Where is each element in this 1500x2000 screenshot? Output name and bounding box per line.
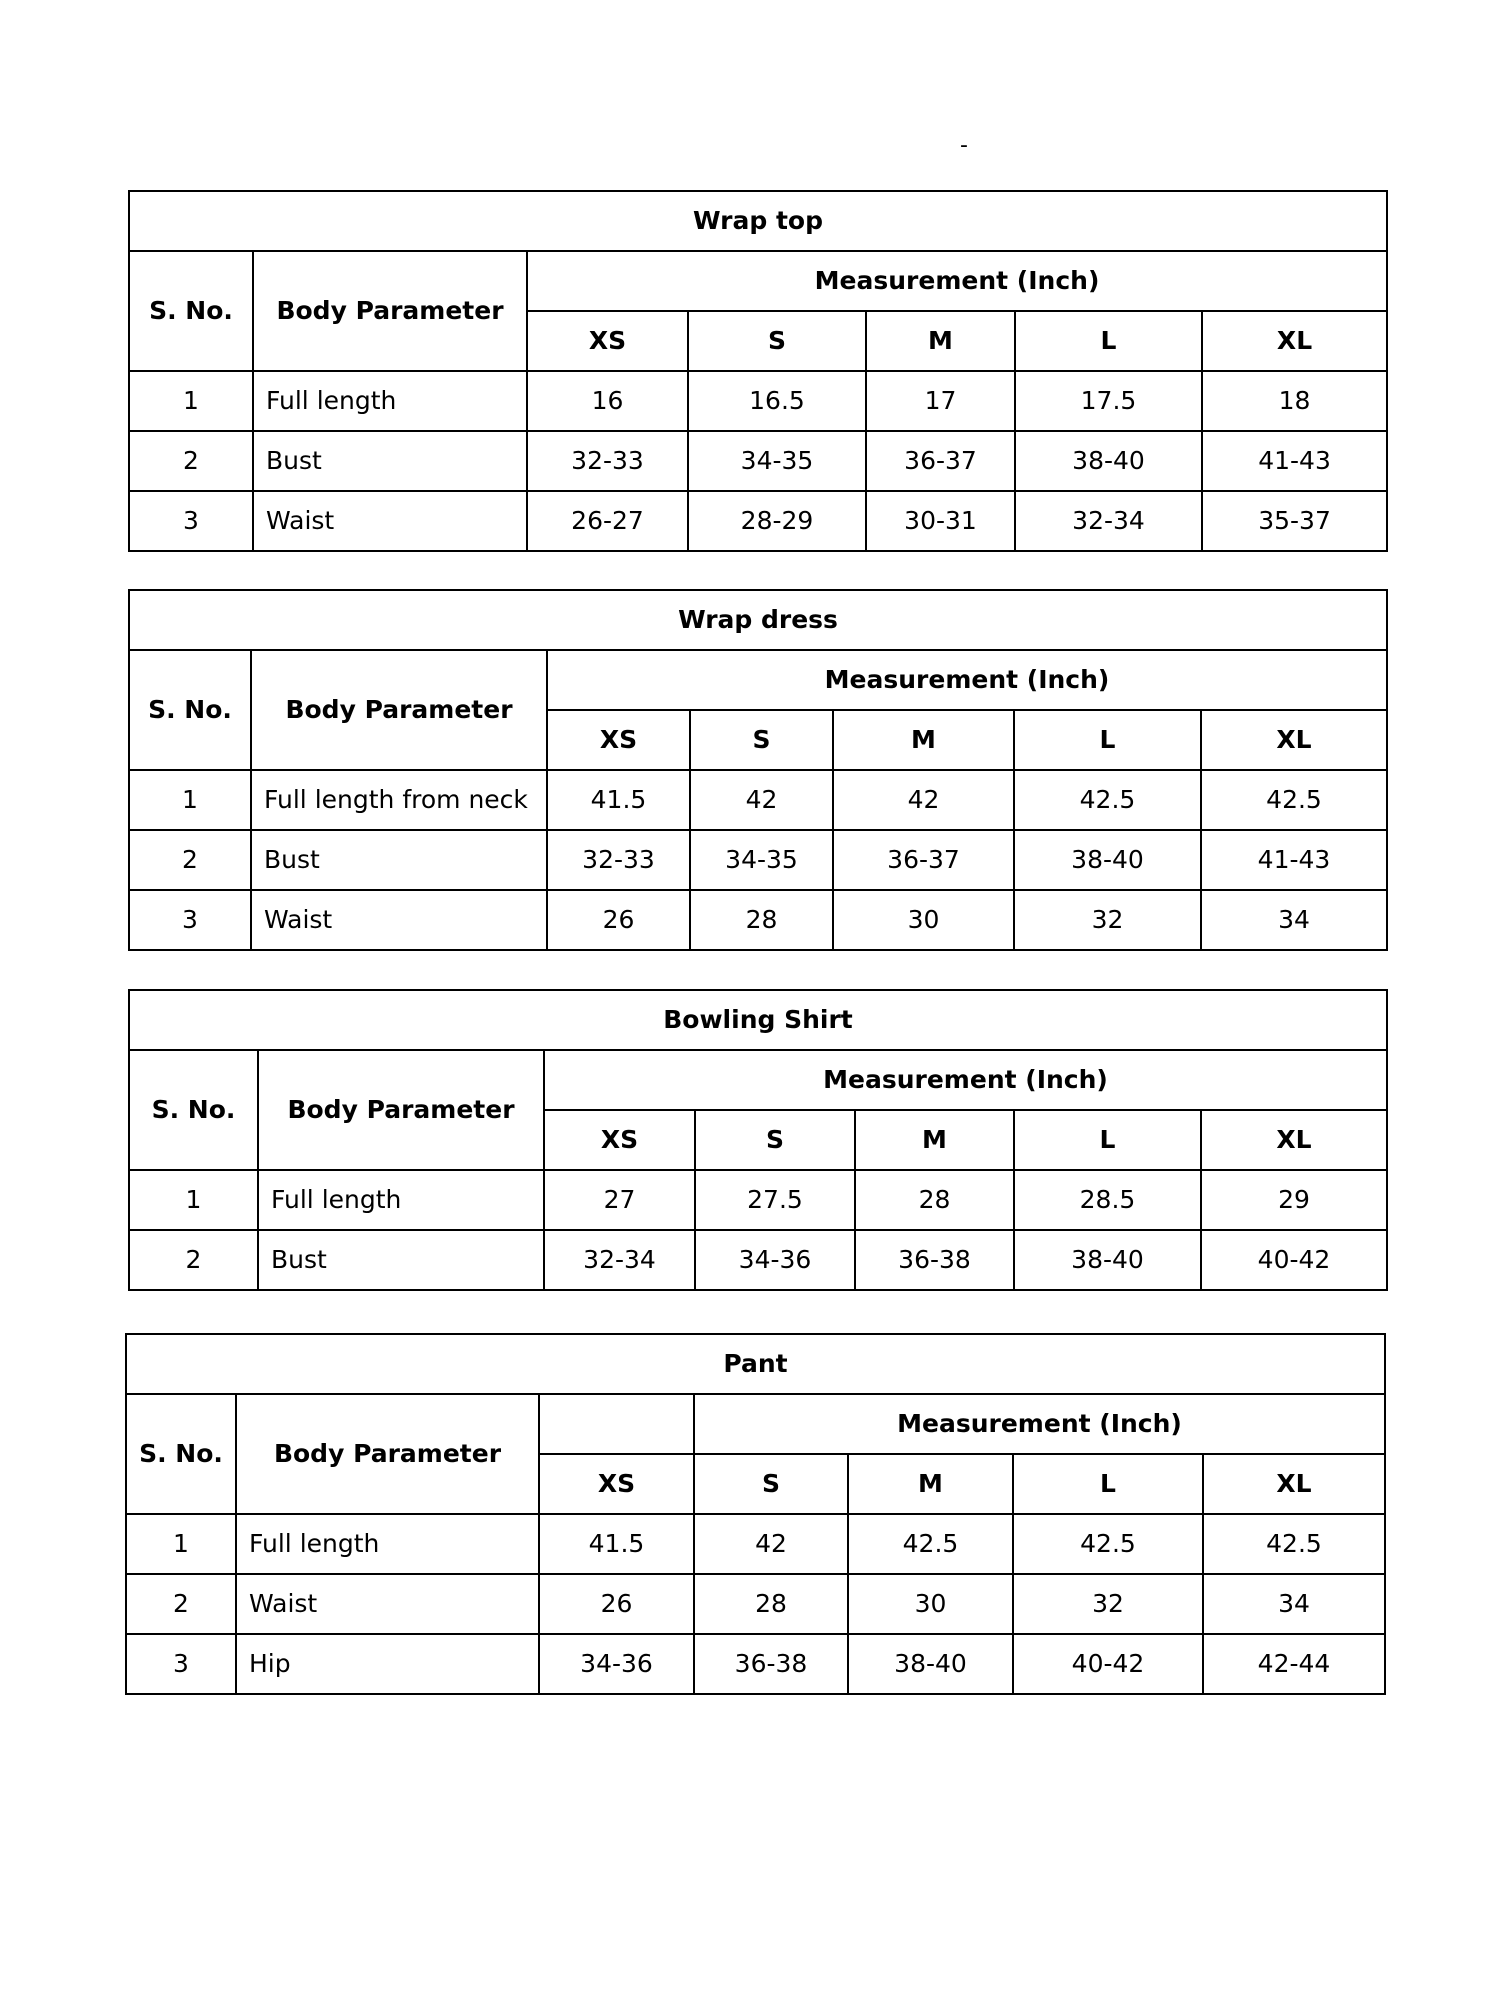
value-cell: 42.5 (848, 1514, 1013, 1574)
value-cell: 36-37 (833, 830, 1014, 890)
value-cell: 36-38 (694, 1634, 848, 1694)
param-cell: Bust (258, 1230, 544, 1290)
value-cell: 42.5 (1013, 1514, 1203, 1574)
value-cell: 42 (694, 1514, 848, 1574)
param-header: Body Parameter (251, 650, 547, 770)
sno-cell: 3 (126, 1634, 236, 1694)
table-row (126, 1574, 1385, 1634)
param-cell: Hip (236, 1634, 539, 1694)
table-row (129, 371, 1387, 431)
size-header: XS (539, 1454, 694, 1514)
table-row (126, 1634, 1385, 1694)
size-header: L (1014, 710, 1201, 770)
value-cell: 30 (848, 1574, 1013, 1634)
value-cell: 17.5 (1015, 371, 1202, 431)
value-cell: 42.5 (1203, 1514, 1385, 1574)
value-cell: 42-44 (1203, 1634, 1385, 1694)
size-header: M (833, 710, 1014, 770)
value-cell: 29 (1201, 1170, 1387, 1230)
value-cell: 41.5 (547, 770, 690, 830)
param-header: Body Parameter (258, 1050, 544, 1170)
value-cell: 34-35 (690, 830, 833, 890)
value-cell: 28.5 (1014, 1170, 1201, 1230)
param-cell: Full length from neck (251, 770, 547, 830)
sno-cell: 1 (129, 1170, 258, 1230)
value-cell: 27.5 (695, 1170, 855, 1230)
param-cell: Waist (251, 890, 547, 950)
value-cell: 28-29 (688, 491, 866, 551)
value-cell: 32-33 (527, 431, 688, 491)
value-cell: 38-40 (848, 1634, 1013, 1694)
sno-header: S. No. (129, 1050, 258, 1170)
value-cell: 42.5 (1201, 770, 1387, 830)
value-cell: 28 (855, 1170, 1014, 1230)
sno-cell: 2 (129, 431, 253, 491)
value-cell: 36-37 (866, 431, 1015, 491)
size-header: XL (1202, 311, 1387, 371)
value-cell: 41-43 (1202, 431, 1387, 491)
value-cell: 38-40 (1014, 830, 1201, 890)
page-mark: - (960, 133, 968, 158)
value-cell: 32-33 (547, 830, 690, 890)
value-cell: 26-27 (527, 491, 688, 551)
sno-header: S. No. (129, 650, 251, 770)
table-row (126, 1514, 1385, 1574)
param-header: Body Parameter (236, 1394, 539, 1514)
value-cell: 26 (539, 1574, 694, 1634)
value-cell: 30 (833, 890, 1014, 950)
sno-cell: 2 (129, 1230, 258, 1290)
value-cell: 27 (544, 1170, 695, 1230)
value-cell: 34 (1201, 890, 1387, 950)
table-title: Pant (126, 1334, 1385, 1394)
value-cell: 28 (694, 1574, 848, 1634)
value-cell: 28 (690, 890, 833, 950)
blank-header-cell (539, 1394, 694, 1454)
value-cell: 41.5 (539, 1514, 694, 1574)
value-cell: 16.5 (688, 371, 866, 431)
size-header: L (1014, 1110, 1201, 1170)
param-cell: Full length (258, 1170, 544, 1230)
table-row (129, 1230, 1387, 1290)
sno-cell: 3 (129, 491, 253, 551)
bowling-shirt-table (128, 989, 1388, 1291)
table-title: Wrap dress (129, 590, 1387, 650)
value-cell: 40-42 (1201, 1230, 1387, 1290)
param-cell: Full length (253, 371, 527, 431)
value-cell: 32-34 (544, 1230, 695, 1290)
size-header: XL (1201, 1110, 1387, 1170)
measurement-header: Measurement (Inch) (544, 1050, 1387, 1110)
wrap-top-table (128, 190, 1388, 552)
param-cell: Full length (236, 1514, 539, 1574)
value-cell: 34 (1203, 1574, 1385, 1634)
table-row (129, 491, 1387, 551)
value-cell: 38-40 (1015, 431, 1202, 491)
size-header: S (688, 311, 866, 371)
value-cell: 34-36 (539, 1634, 694, 1694)
sno-cell: 1 (129, 770, 251, 830)
size-header: L (1015, 311, 1202, 371)
wrap-dress-table (128, 589, 1388, 951)
table-title: Wrap top (129, 191, 1387, 251)
value-cell: 17 (866, 371, 1015, 431)
value-cell: 34-35 (688, 431, 866, 491)
table-row (129, 431, 1387, 491)
value-cell: 41-43 (1201, 830, 1387, 890)
value-cell: 36-38 (855, 1230, 1014, 1290)
size-header: M (866, 311, 1015, 371)
table-row (129, 890, 1387, 950)
value-cell: 32 (1013, 1574, 1203, 1634)
sno-cell: 1 (129, 371, 253, 431)
size-header: M (848, 1454, 1013, 1514)
value-cell: 42.5 (1014, 770, 1201, 830)
measurement-header: Measurement (Inch) (694, 1394, 1385, 1454)
value-cell: 32-34 (1015, 491, 1202, 551)
size-header: S (694, 1454, 848, 1514)
sno-cell: 3 (129, 890, 251, 950)
size-header: XS (547, 710, 690, 770)
size-header: L (1013, 1454, 1203, 1514)
sno-cell: 1 (126, 1514, 236, 1574)
size-header: S (695, 1110, 855, 1170)
value-cell: 35-37 (1202, 491, 1387, 551)
measurement-header: Measurement (Inch) (547, 650, 1387, 710)
table-row (129, 830, 1387, 890)
param-cell: Waist (236, 1574, 539, 1634)
size-header: XS (544, 1110, 695, 1170)
table-row (129, 770, 1387, 830)
value-cell: 38-40 (1014, 1230, 1201, 1290)
param-header: Body Parameter (253, 251, 527, 371)
param-cell: Bust (253, 431, 527, 491)
value-cell: 26 (547, 890, 690, 950)
value-cell: 32 (1014, 890, 1201, 950)
value-cell: 18 (1202, 371, 1387, 431)
param-cell: Bust (251, 830, 547, 890)
size-header: XL (1201, 710, 1387, 770)
pant-table (125, 1333, 1386, 1695)
size-header: XL (1203, 1454, 1385, 1514)
size-header: XS (527, 311, 688, 371)
sno-header: S. No. (126, 1394, 236, 1514)
value-cell: 16 (527, 371, 688, 431)
sno-header: S. No. (129, 251, 253, 371)
table-row (129, 1170, 1387, 1230)
sno-cell: 2 (129, 830, 251, 890)
value-cell: 40-42 (1013, 1634, 1203, 1694)
value-cell: 30-31 (866, 491, 1015, 551)
value-cell: 34-36 (695, 1230, 855, 1290)
table-title: Bowling Shirt (129, 990, 1387, 1050)
measurement-header: Measurement (Inch) (527, 251, 1387, 311)
value-cell: 42 (833, 770, 1014, 830)
param-cell: Waist (253, 491, 527, 551)
sno-cell: 2 (126, 1574, 236, 1634)
size-header: M (855, 1110, 1014, 1170)
value-cell: 42 (690, 770, 833, 830)
size-header: S (690, 710, 833, 770)
